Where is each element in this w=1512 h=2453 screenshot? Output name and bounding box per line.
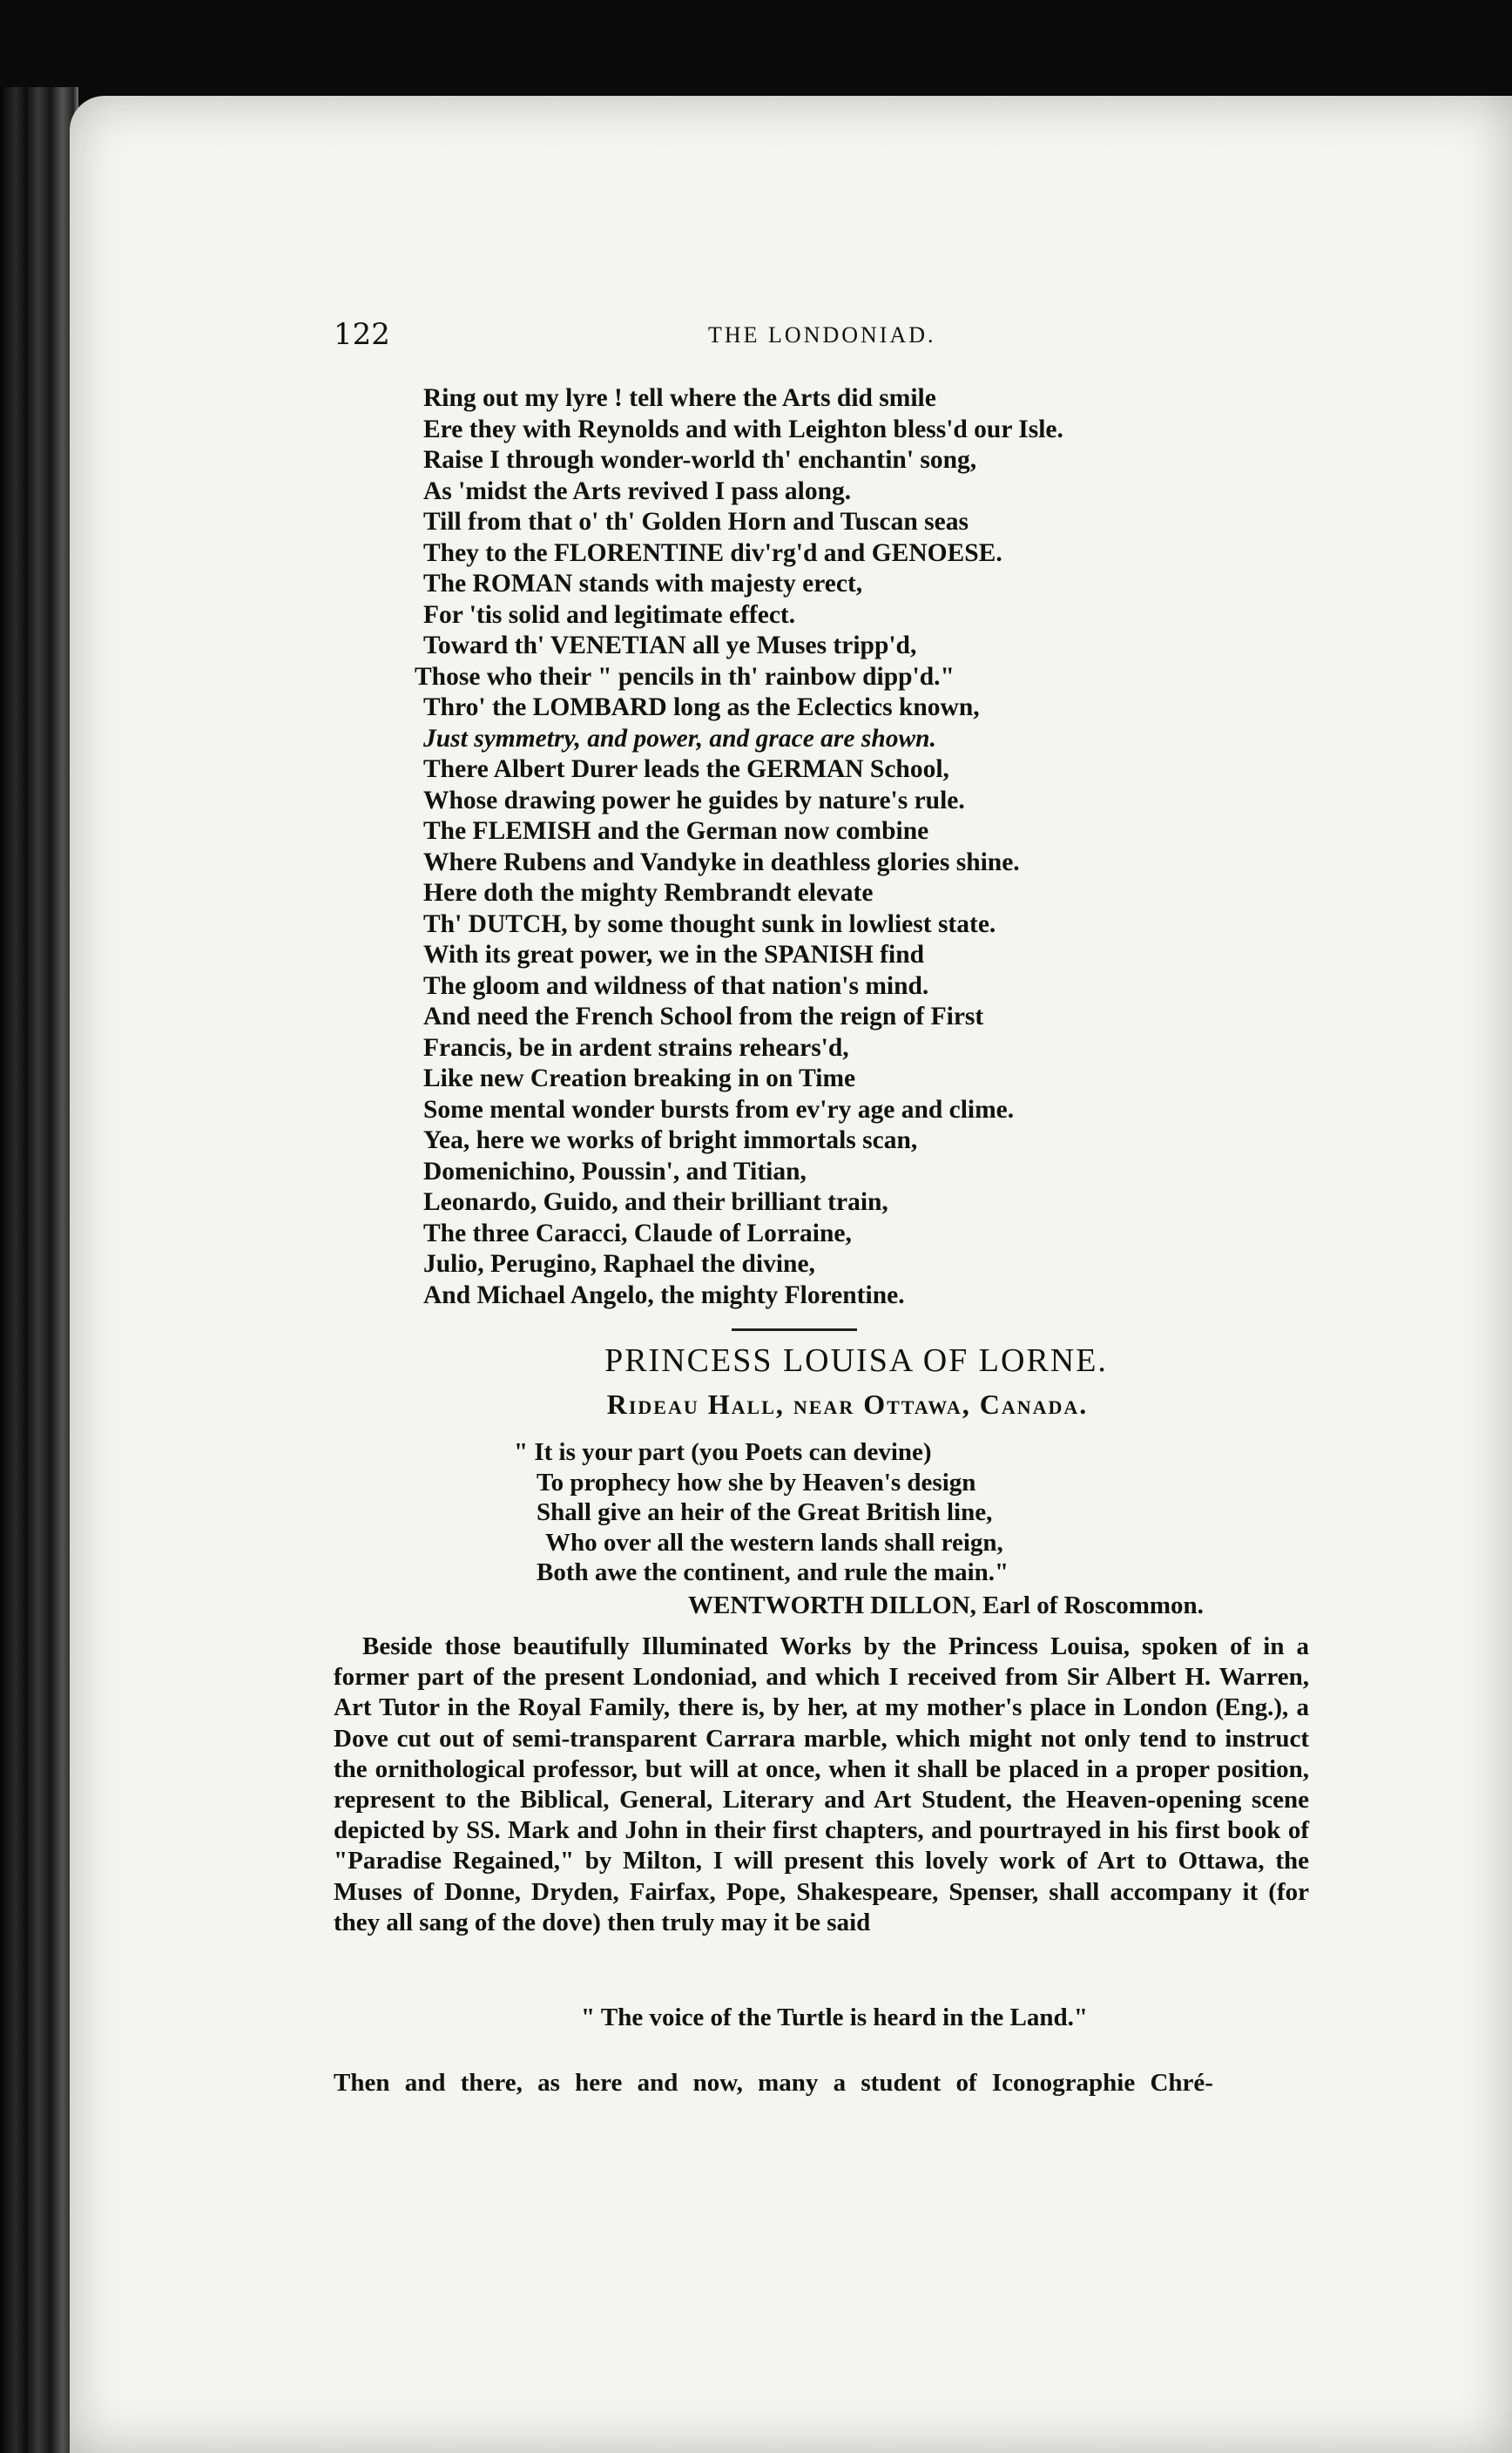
poem-line: Francis, be in ardent strains rehears'd, (423, 1033, 849, 1062)
poem-line: Here doth the mighty Rembrandt elevate (423, 879, 874, 907)
page-number: 122 (334, 317, 390, 352)
poem-line: Some mental wonder bursts from ev'ry age and clime. (423, 1095, 1015, 1124)
page-header (334, 317, 1512, 361)
block-quote: " The voice of the Turtle is heard in the Land." (581, 2004, 1088, 2031)
poem-line: For 'tis solid and legitimate effect. (423, 600, 796, 629)
poem-line: Whose drawing power he guides by nature's rule. (423, 786, 965, 814)
epigraph-attribution: WENTWORTH DILLON, Earl of Roscommon. (688, 1591, 1204, 1619)
poem-line: And Michael Angelo, the mighty Florentine. (423, 1281, 905, 1309)
poem-line: Ring out my lyre ! tell where the Arts did smile (423, 384, 936, 412)
poem-line: The FLEMISH and the German now combine (423, 817, 929, 845)
poem-line: The three Caracci, Claude of Lorraine, (423, 1219, 852, 1247)
poem-line: Just symmetry, and power, and grace are shown. (423, 724, 936, 753)
poem-line: Like new Creation breaking in on Time (423, 1064, 856, 1092)
poem-line: Th' DUTCH, by some thought sunk in lowliest state. (423, 909, 996, 938)
poem-line: Leonardo, Guido, and their brilliant train, (423, 1188, 888, 1216)
continued-line: Then and there, as here and now, many a student of Iconographie Chré- (334, 2069, 1213, 2097)
poem-line: Raise I through wonder-world th' enchantin' song, (423, 446, 977, 474)
poem-line: Thro' the LOMBARD long as the Eclectics known, (423, 693, 980, 721)
poem-line: Julio, Perugino, Raphael the divine, (423, 1250, 815, 1278)
poem-line: As 'midst the Arts revived I pass along. (423, 476, 852, 505)
poem-line: They to the FLORENTINE div'rg'd and GENOESE. (423, 538, 1002, 567)
poem-line: Where Rubens and Vandyke in deathless glories shine. (423, 848, 1020, 876)
poem-line: Ere they with Reynolds and with Leighton bless'd our Isle. (423, 415, 1063, 443)
poem-line: With its great power, we in the SPANISH find (423, 941, 925, 969)
epigraph-line: Shall give an heir of the Great British line, (537, 1498, 993, 1526)
poem-line: And need the French School from the reign of First (423, 1003, 984, 1031)
poem-line: The ROMAN stands with majesty erect, (423, 570, 863, 598)
epigraph-line: Who over all the western lands shall reign, (545, 1528, 1003, 1557)
poem-line: Domenichino, Poussin', and Titian, (423, 1157, 807, 1186)
epigraph-line: To prophecy how she by Heaven's design (537, 1468, 976, 1497)
poem-line: There Albert Durer leads the GERMAN School, (423, 755, 949, 783)
book-binding (0, 87, 78, 2453)
epigraph-line: Both awe the continent, and rule the main." (537, 1558, 1009, 1586)
poem-line: Till from that o' th' Golden Horn and Tuscan seas (423, 508, 969, 536)
epigraph (514, 1437, 1298, 1588)
poem-line: Those who their " pencils in th' rainbow dipp'd." (415, 662, 955, 691)
section-title: PRINCESS LOUISA OF LORNE. (604, 1342, 1108, 1379)
poem-line: Toward th' VENETIAN all ye Muses tripp'd, (423, 632, 917, 659)
poem-line: Yea, here we works of bright immortals scan, (423, 1126, 918, 1154)
section-subtitle: Rideau Hall, near Ottawa, Canada. (606, 1389, 1089, 1420)
section-divider (732, 1328, 857, 1331)
epigraph-line: " It is your part (you Poets can devine) (514, 1438, 932, 1466)
poem (415, 383, 1294, 1311)
running-title: THE LONDONIAD. (708, 322, 936, 348)
body-paragraph: Beside those beautifully Illuminated Works by the Princess Louisa, spoken of in a former part of the present Londoniad, and which I received from Sir Albert H. Warren, Art Tutor in the Royal Family, there is, by her, at my mother's place in London (Eng.), a Dove cut out of semi-transparent Carrara marble, which might not only tend to instruct the ornithological professor, but will at once, when it shall be placed in a proper position, represent to the Biblical, General, Literary and Art Student, the Heaven-opening scene depicted by SS. Mark and John in their first chapters, and pourtrayed in his first book of "Paradise Regained," by Milton, I will present this lovely work of Art to Ottawa, the Muses of Donne, Dryden, Fairfax, Pope, Shakespeare, Spenser, shall accompany it (for they all sang of the dove) then truly may it be said (334, 1632, 1309, 1936)
poem-line: The gloom and wildness of that nation's mind. (423, 971, 929, 1000)
